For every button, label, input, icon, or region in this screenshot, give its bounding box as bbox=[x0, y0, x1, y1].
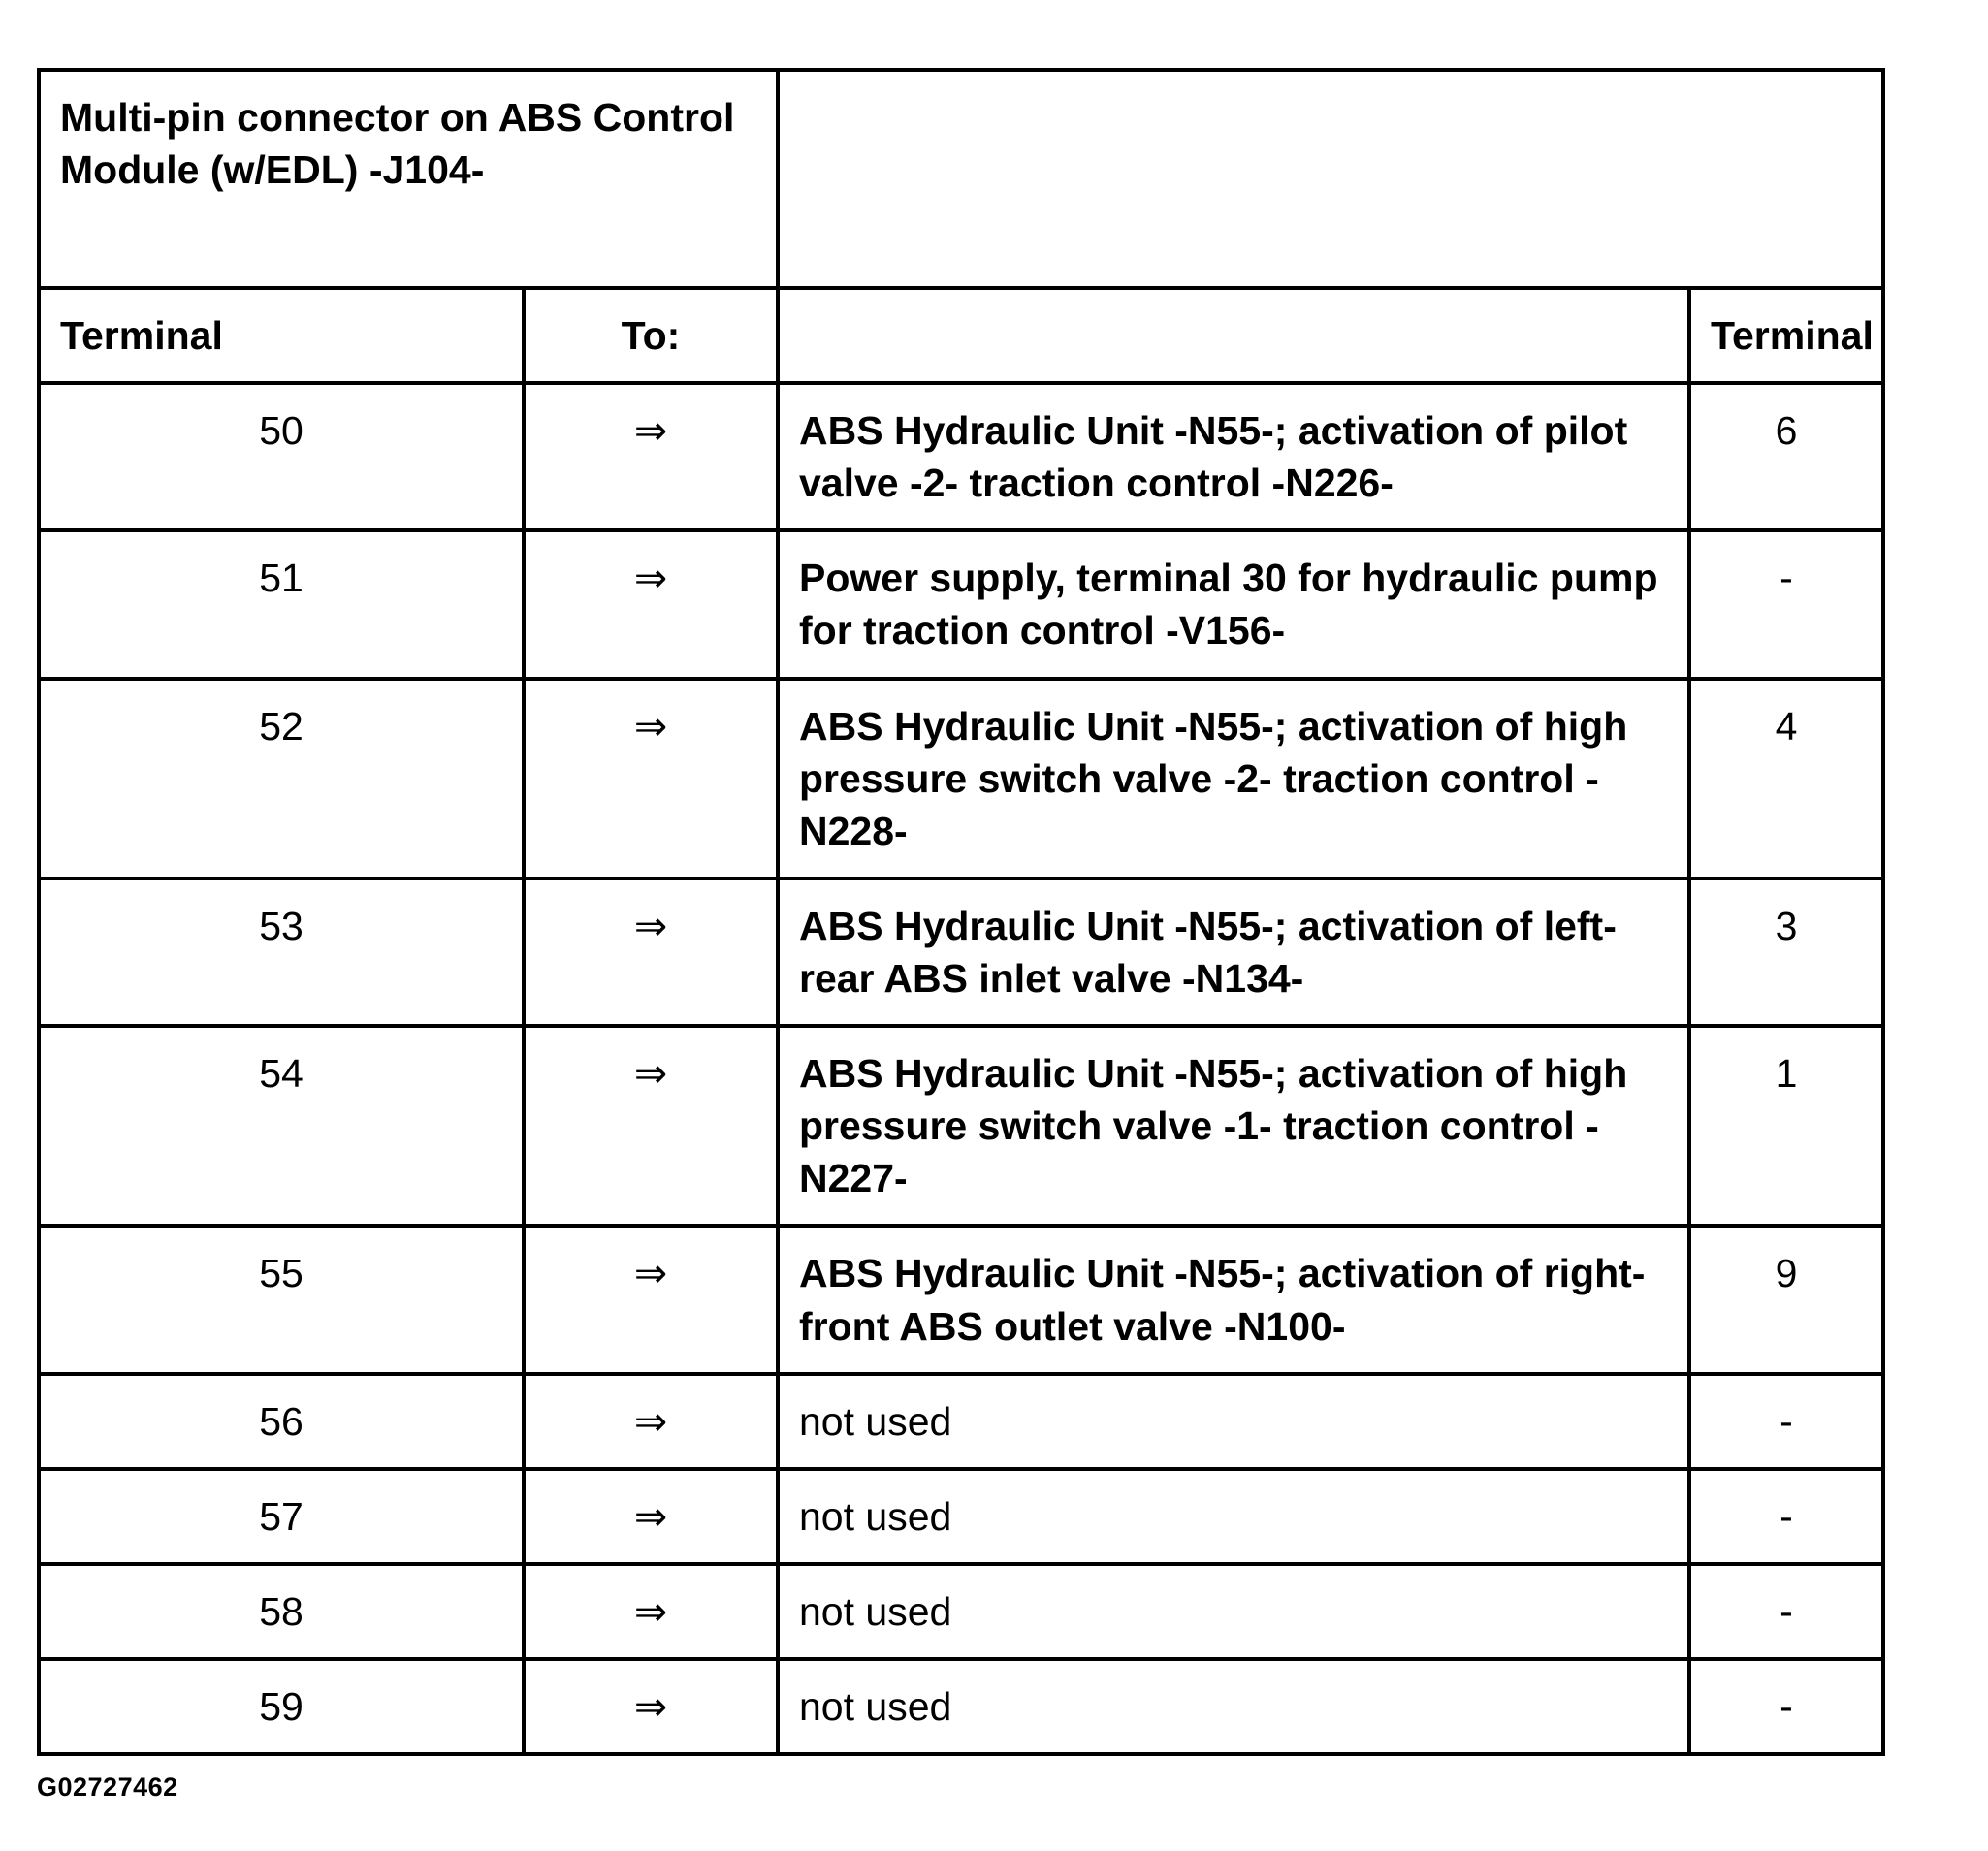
terminal-cell: 57 bbox=[39, 1469, 524, 1564]
right-arrow-icon: ⇒ bbox=[524, 878, 778, 1026]
to-terminal-cell: - bbox=[1689, 530, 1883, 678]
right-arrow-icon: ⇒ bbox=[524, 679, 778, 878]
description-cell: not used bbox=[778, 1374, 1689, 1469]
title-row bbox=[39, 70, 1883, 288]
terminal-cell: 52 bbox=[39, 679, 524, 878]
header-row bbox=[39, 288, 1883, 383]
table-row bbox=[39, 1469, 1883, 1564]
right-arrow-icon: ⇒ bbox=[524, 1659, 778, 1754]
table-row bbox=[39, 679, 1883, 878]
right-arrow-icon: ⇒ bbox=[524, 530, 778, 678]
description-cell: ABS Hydraulic Unit -N55-; activation of pilot valve -2- traction control -N226- bbox=[778, 383, 1689, 530]
right-arrow-icon: ⇒ bbox=[524, 1226, 778, 1373]
right-arrow-icon: ⇒ bbox=[524, 1026, 778, 1226]
header-empty-cell bbox=[778, 288, 1689, 383]
table-row bbox=[39, 878, 1883, 1026]
terminal-cell: 55 bbox=[39, 1226, 524, 1373]
table-row bbox=[39, 530, 1883, 678]
header-to: To: bbox=[524, 288, 778, 383]
to-terminal-cell: 9 bbox=[1689, 1226, 1883, 1373]
table-row bbox=[39, 1659, 1883, 1754]
terminal-cell: 59 bbox=[39, 1659, 524, 1754]
table-row bbox=[39, 1564, 1883, 1659]
table-row bbox=[39, 1026, 1883, 1226]
table-row bbox=[39, 1374, 1883, 1469]
right-arrow-icon: ⇒ bbox=[524, 1374, 778, 1469]
description-cell: ABS Hydraulic Unit -N55-; activation of high pressure switch valve -1- traction control -N227- bbox=[778, 1026, 1689, 1226]
title-empty-cell bbox=[778, 70, 1883, 288]
header-terminal-right: Terminal bbox=[1689, 288, 1883, 383]
table-row bbox=[39, 1226, 1883, 1373]
to-terminal-cell: 4 bbox=[1689, 679, 1883, 878]
description-cell: not used bbox=[778, 1659, 1689, 1754]
to-terminal-cell: 6 bbox=[1689, 383, 1883, 530]
to-terminal-cell: 1 bbox=[1689, 1026, 1883, 1226]
to-terminal-cell: 3 bbox=[1689, 878, 1883, 1026]
description-cell: not used bbox=[778, 1469, 1689, 1564]
terminal-cell: 50 bbox=[39, 383, 524, 530]
terminal-cell: 53 bbox=[39, 878, 524, 1026]
description-cell: ABS Hydraulic Unit -N55-; activation of high pressure switch valve -2- traction control -N228- bbox=[778, 679, 1689, 878]
to-terminal-cell: - bbox=[1689, 1469, 1883, 1564]
description-cell: ABS Hydraulic Unit -N55-; activation of right-front ABS outlet valve -N100- bbox=[778, 1226, 1689, 1373]
description-cell: Power supply, terminal 30 for hydraulic pump for traction control -V156- bbox=[778, 530, 1689, 678]
terminal-cell: 56 bbox=[39, 1374, 524, 1469]
pinout-table bbox=[37, 68, 1885, 1756]
header-terminal-left: Terminal bbox=[39, 288, 524, 383]
right-arrow-icon: ⇒ bbox=[524, 383, 778, 530]
table-title: Multi-pin connector on ABS Control Module (w/EDL) -J104- bbox=[39, 70, 778, 288]
to-terminal-cell: - bbox=[1689, 1374, 1883, 1469]
description-cell: ABS Hydraulic Unit -N55-; activation of left-rear ABS inlet valve -N134- bbox=[778, 878, 1689, 1026]
to-terminal-cell: - bbox=[1689, 1564, 1883, 1659]
terminal-cell: 54 bbox=[39, 1026, 524, 1226]
figure-id-caption: G02727462 bbox=[37, 1772, 178, 1802]
terminal-cell: 58 bbox=[39, 1564, 524, 1659]
to-terminal-cell: - bbox=[1689, 1659, 1883, 1754]
right-arrow-icon: ⇒ bbox=[524, 1564, 778, 1659]
right-arrow-icon: ⇒ bbox=[524, 1469, 778, 1564]
terminal-cell: 51 bbox=[39, 530, 524, 678]
description-cell: not used bbox=[778, 1564, 1689, 1659]
table-row bbox=[39, 383, 1883, 530]
